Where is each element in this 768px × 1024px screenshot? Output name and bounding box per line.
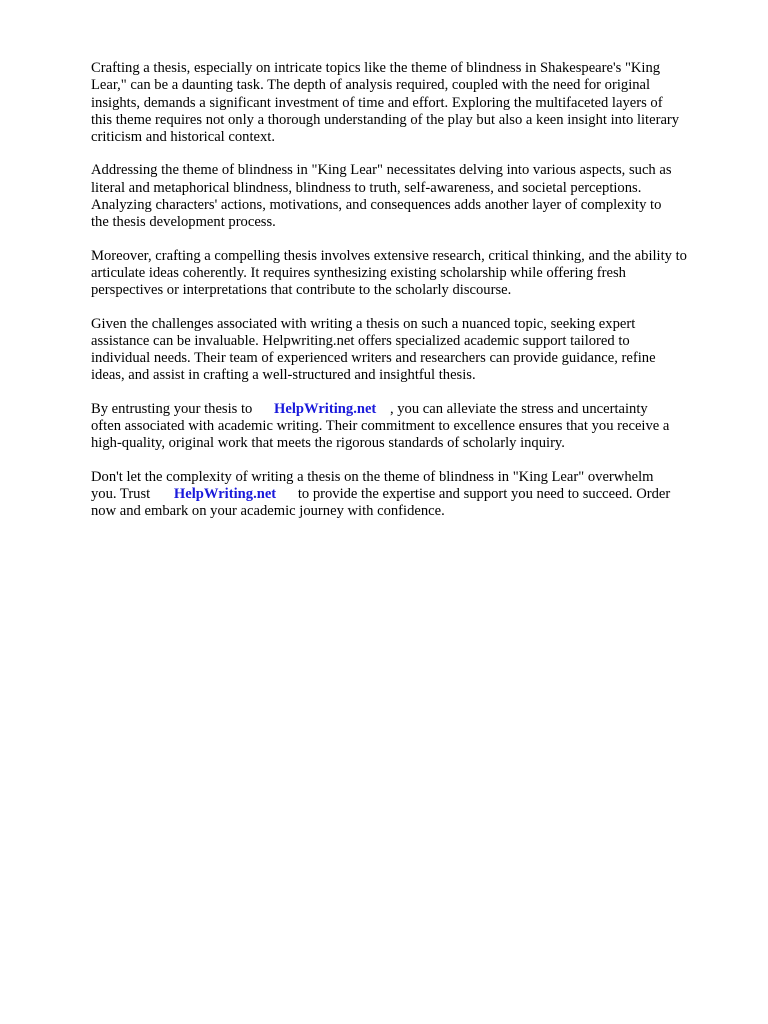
- paragraph-entrusting: [91, 401, 731, 453]
- paragraph-assistance: Given the challenges associated with writing a thesis on such a nuanced topic, seeking expert assistance can be invaluable. Helpwriting.net offers specialized academic support tailored to individual needs. Their team of experienced writers and researchers can provide guidance, refine ideas, and assist in crafting a well-structured and insightful thesis.: [91, 315, 656, 384]
- paragraph-research: Moreover, crafting a compelling thesis involves extensive research, critical thinking, and the ability to articulate ideas coherently. It requires synthesizing existing scholarship while offering fresh perspectives or interpretations that contribute to the scholarly discourse.: [91, 247, 687, 299]
- entrusting-text-after: , you can alleviate the stress and uncertainty often associated with academic writing. Their commitment to excellence ensures that you receive a high-quality, original work that meets the rigorous standards of scholarly inquiry.: [91, 400, 670, 452]
- entrusting-text-before: By entrusting your thesis to: [91, 400, 256, 417]
- closing-text-after: to provide the expertise and support you need to succeed. Order now and embark on your academic journey with confidence.: [91, 485, 671, 520]
- paragraph-closing: [91, 469, 731, 521]
- helpwriting-link[interactable]: HelpWriting.net: [274, 400, 377, 417]
- helpwriting-link-closing[interactable]: HelpWriting.net: [173, 485, 277, 502]
- paragraph-intro: Crafting a thesis, especially on intricate topics like the theme of blindness in Shakespeare's "King Lear," can be a daunting task. The depth of analysis required, coupled with the need for original insights, demands a significant investment of time and effort. Exploring the multifaceted layers of this theme requires not only a thorough understanding of the play but also a keen insight into literary criticism and historical context.: [91, 60, 680, 146]
- document-page: [91, 60, 731, 537]
- closing-text-before: Don't let the complexity of writing a thesis on the theme of blindness in "King Lear" overwhelm you. Trust: [91, 468, 654, 502]
- paragraph-aspects: Addressing the theme of blindness in "King Lear" necessitates delving into various aspects, such as literal and metaphorical blindness, blindness to truth, self-awareness, and societal perceptions. Analyzing characters' actions, motivations, and consequences adds another layer of complexity to the thesis development process.: [91, 162, 672, 231]
